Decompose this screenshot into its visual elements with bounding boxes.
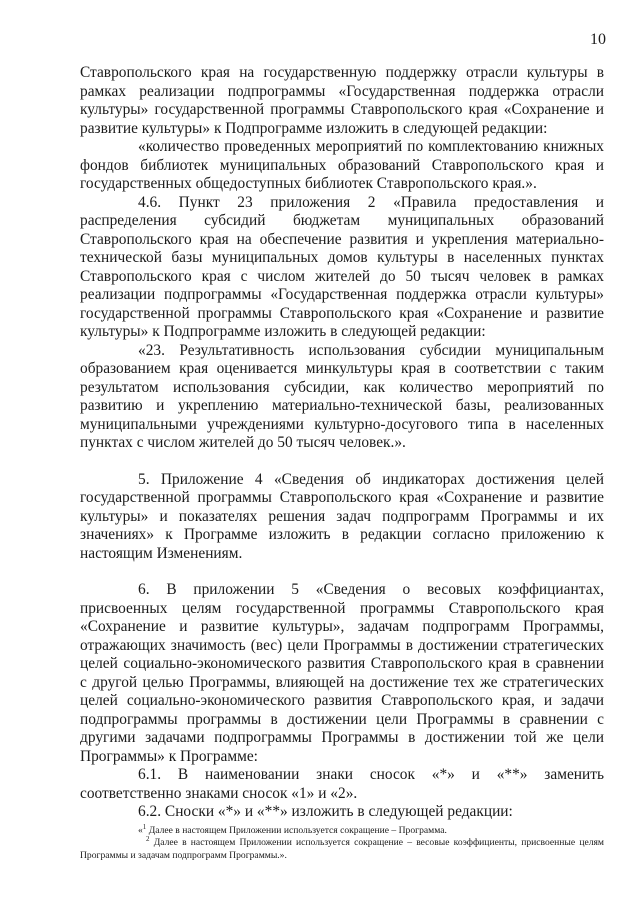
footnotes-block — [80, 822, 604, 863]
footnote-1-mark: 1 — [142, 822, 147, 831]
page-number: 10 — [590, 31, 606, 48]
document-body — [80, 64, 604, 862]
paragraph-6-1: 6.1. В наименовании знаки сносок «*» и «**» заменить соответственно знаками сносок «1» и «2». — [80, 766, 604, 802]
footnote-2-mark: 2 — [146, 834, 150, 843]
footnote-2 — [80, 834, 604, 862]
footnote-1 — [80, 822, 604, 838]
paragraph-4-6: 4.6. Пункт 23 приложения 2 «Правила предоставления и распределения субсидий бюджетам муниципальных образований Ставропольского края на обеспечение развития и укрепления материально-технической базы муниципальных домов культуры в населенных пунктах Ставропольского края с числом жителей до 50 тысяч человек в рамках реализации подпрограммы «Государственная поддержка отрасли культуры» государственной программы Ставропольского края «Сохранение и развитие культуры» к Подпрограмме изложить в следующей редакции: — [80, 193, 604, 340]
paragraph-intro: Ставропольского края на государственную поддержку отрасли культуры в рамках реализации подпрограммы «Государственная поддержка отрасли культуры» государственной программы Ставропольского края «Сохранение и развитие культуры» к Подпрограмме изложить в следующей редакции: — [80, 64, 604, 137]
footnote-2-text: Далее в настоящем Приложении используется сокращение – весовые коэффициенты, присвоенные целям Программы и задачам подпрограмм Программы.». — [80, 837, 604, 861]
paragraph-quote-library: «количество проведенных мероприятий по комплектованию книжных фондов библиотек муниципальных образований Ставропольского края и государственных общедоступных библиотек Ставропольского края.». — [80, 138, 604, 192]
paragraph-quote-23: «23. Результативность использования субсидии муниципальным образованием края оценивается минкультуры края в соответствии с таким результатом использования субсидии, как количество мероприятий по развитию и укреплению материально-технической базы, реализованных муниципальными учреждениями культурно-досугового типа в населенных пунктах с числом жителей до 50 тысяч человек.». — [80, 341, 604, 451]
paragraph-5: 5. Приложение 4 «Сведения об индикаторах достижения целей государственной программы Ставропольского края «Сохранение и развитие культуры» и показателях решения задач подпрограмм Программы и их значениях» к Программе изложить в редакции согласно приложению к настоящим Изменениям. — [80, 470, 604, 562]
footnote-1-open-quote: « — [138, 824, 143, 836]
paragraph-6-2: 6.2. Сноски «*» и «**» изложить в следующей редакции: — [138, 803, 513, 820]
footnote-1-text: Далее в настоящем Приложении используется сокращение – Программа. — [146, 824, 447, 836]
paragraph-6: 6. В приложении 5 «Сведения о весовых коэффициантах, присвоенных целям государственной программы Ставропольского края «Сохранение и развитие культуры», задачам подпрограмм Программы, отражающих значимость (вес) цели Программы в достижении стратегических целей социально-экономического развития Ставропольского края в сравнении с другой целью Программы, влияющей на достижение тех же стратегических целей социально-экономического развития Ставропольского края, и задачи подпрограммы программы в достижении цели Программы в сравнении с другими задачами подпрограммы Программы в достижении той же цели Программы» к Программе: — [80, 581, 604, 765]
